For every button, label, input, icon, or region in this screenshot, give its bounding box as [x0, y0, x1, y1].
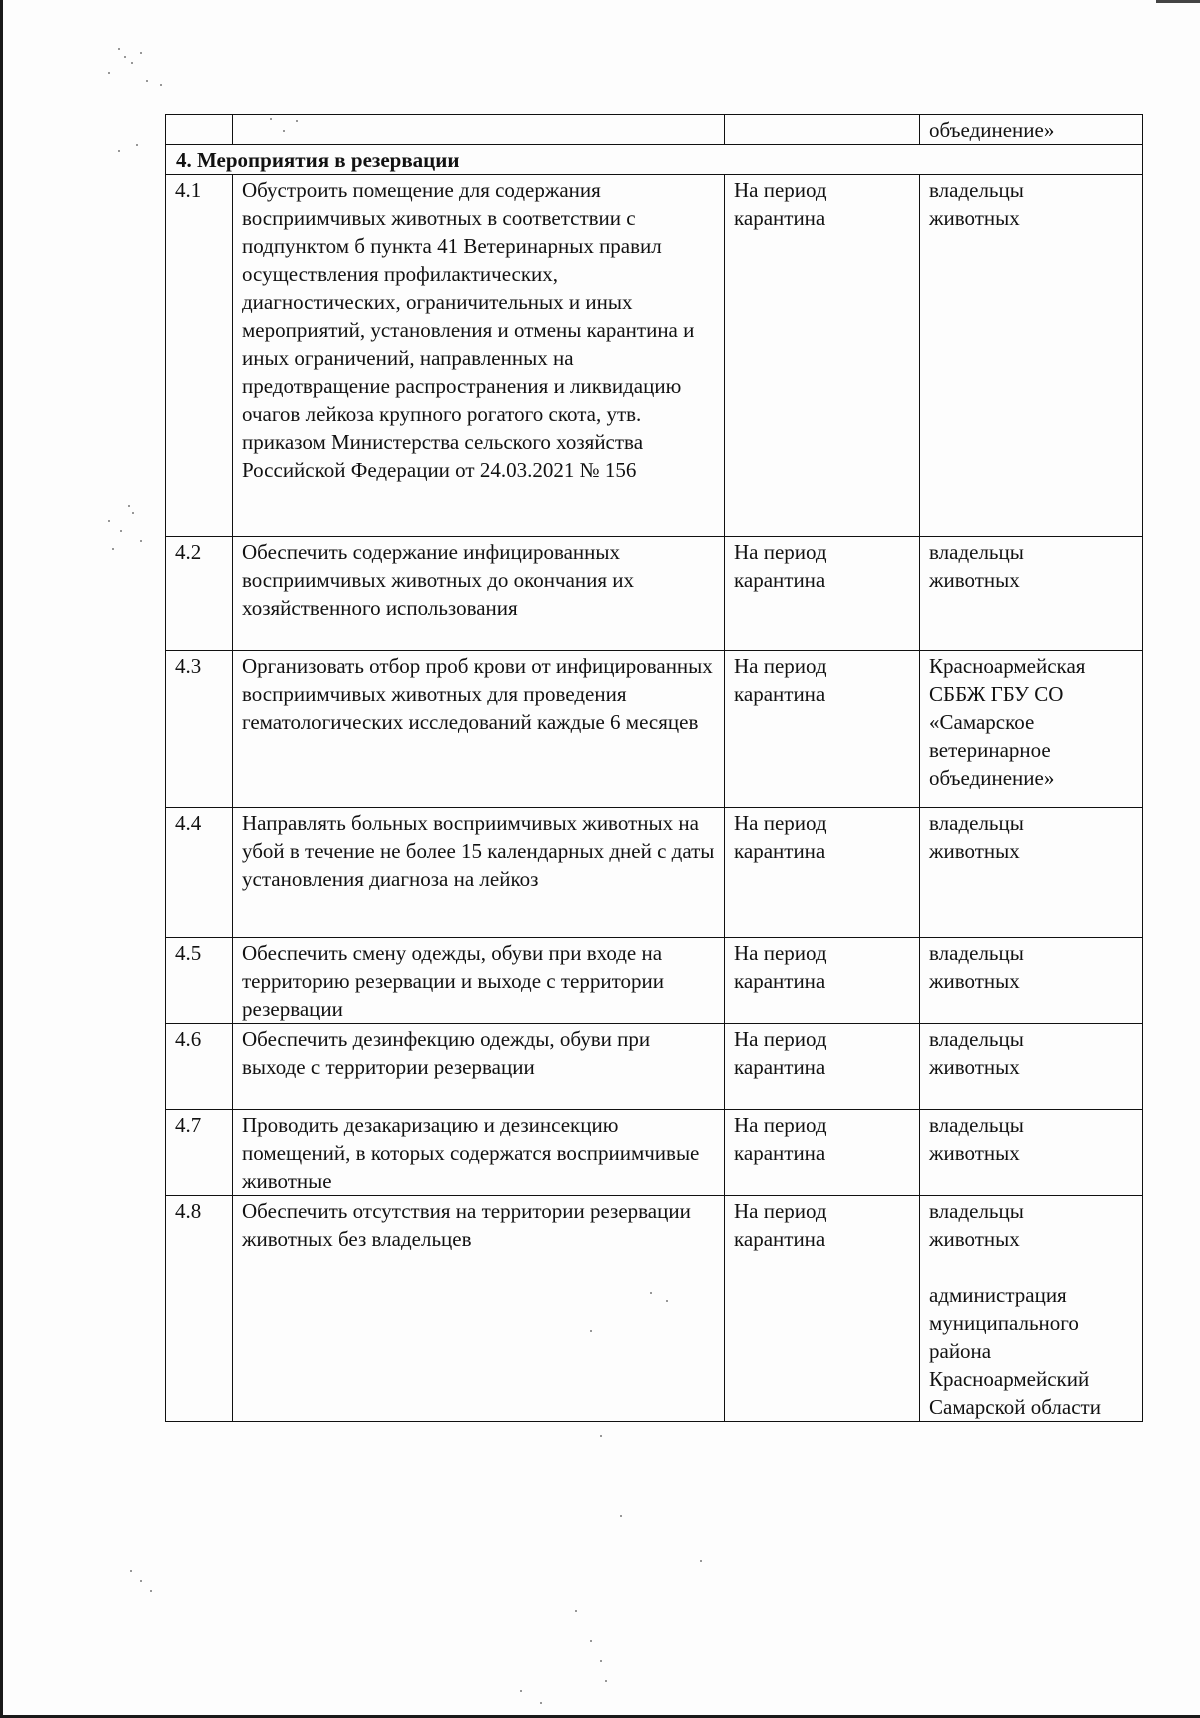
scan-speck — [600, 1435, 602, 1437]
table-row-continuation — [166, 115, 1143, 145]
cell-measure: Проводить дезакаризацию и дезинсекцию помещений, в которых содержатся восприимчивые животные — [233, 1110, 725, 1196]
scan-speck — [160, 84, 162, 86]
scan-speck — [124, 56, 126, 58]
cell-term: На период карантина — [725, 1110, 920, 1196]
cell-measure: Организовать отбор проб крови от инфицированных восприимчивых животных для проведения гематологических исследований каждые 6 месяцев — [233, 651, 725, 808]
scan-speck — [140, 52, 142, 54]
cell-responsible — [920, 938, 1143, 1024]
scan-speck — [540, 1702, 542, 1704]
cell-measure: Обустроить помещение для содержания восприимчивых животных в соответствии с подпунктом б пункта 41 Ветеринарных правил осуществления профилактических, диагностических, ограничительных и иных мероприятий, установления и отмены карантина и иных ограничений, направленных на предотвращение распространения и ликвидацию очагов лейкоза крупного рогатого скота, утв. приказом Министерства сельского хозяйства Российской Федерации от 24.03.2021 № 156 — [233, 175, 725, 537]
responsible-line: животных — [929, 568, 1020, 592]
responsible-line: Красноармейский — [929, 1367, 1090, 1391]
responsible-line: владельцы — [929, 1027, 1024, 1051]
responsible-line: Самарской области — [929, 1395, 1101, 1419]
cell-term: На период карантина — [725, 1024, 920, 1110]
cell-measure: Обеспечить отсутствия на территории резервации животных без владельцев — [233, 1196, 725, 1422]
scan-left-edge — [0, 0, 3, 1718]
cell-measure: Обеспечить дезинфекцию одежды, обуви при выходе с территории резервации — [233, 1024, 725, 1110]
scan-speck — [600, 1660, 602, 1662]
responsible-line: животных — [929, 969, 1020, 993]
scan-speck — [620, 1515, 622, 1517]
responsible-line: администрация — [929, 1283, 1067, 1307]
scan-top-edge — [1156, 0, 1200, 3]
cell-term — [725, 115, 920, 145]
responsible-line: животных — [929, 1141, 1020, 1165]
section-header-row — [166, 145, 1143, 175]
responsible-line: владельцы — [929, 1113, 1024, 1137]
cell-number: 4.3 — [166, 651, 233, 808]
scan-speck — [590, 1640, 592, 1642]
cell-responsible — [920, 651, 1143, 808]
table-row — [166, 808, 1143, 938]
scan-speck — [140, 1580, 142, 1582]
table-row — [166, 651, 1143, 808]
cell-measure: Обеспечить содержание инфицированных восприимчивых животных до окончания их хозяйственного использования — [233, 537, 725, 651]
responsible-line: объединение» — [929, 766, 1055, 790]
cell-term: На период карантина — [725, 938, 920, 1024]
scan-speck — [128, 505, 130, 507]
responsible-line: животных — [929, 839, 1020, 863]
table-row — [166, 1110, 1143, 1196]
responsible-line: владельцы — [929, 178, 1024, 202]
cell-measure — [233, 115, 725, 145]
cell-responsible: объединение» — [920, 115, 1143, 145]
cell-measure: Направлять больных восприимчивых животных на убой в течение не более 15 календарных дней с даты установления диагноза на лейкоз — [233, 808, 725, 938]
scan-speck — [120, 530, 122, 532]
table-row — [166, 1196, 1143, 1422]
cell-responsible — [920, 1024, 1143, 1110]
cell-term: На период карантина — [725, 175, 920, 537]
table-row — [166, 537, 1143, 651]
cell-term: На период карантина — [725, 1196, 920, 1422]
scan-speck — [150, 1590, 152, 1592]
responsible-line: СББЖ ГБУ СО — [929, 682, 1064, 706]
scan-speck — [131, 62, 133, 64]
responsible-line: Красноармейская — [929, 654, 1086, 678]
scan-speck — [575, 1610, 577, 1612]
responsible-line: владельцы — [929, 941, 1024, 965]
scan-speck — [136, 144, 138, 146]
responsible-line: животных — [929, 1055, 1020, 1079]
responsible-line: животных — [929, 1227, 1020, 1251]
cell-number: 4.5 — [166, 938, 233, 1024]
cell-number: 4.4 — [166, 808, 233, 938]
scan-speck — [140, 540, 142, 542]
scan-speck — [118, 150, 120, 152]
scan-speck — [112, 548, 114, 550]
cell-responsible — [920, 1110, 1143, 1196]
section-title: 4. Мероприятия в резервации — [166, 145, 1143, 175]
cell-number: 4.2 — [166, 537, 233, 651]
responsible-line: владельцы — [929, 1199, 1024, 1223]
scan-speck — [520, 1690, 522, 1692]
responsible-gap — [929, 1253, 1134, 1281]
cell-number: 4.6 — [166, 1024, 233, 1110]
cell-responsible — [920, 175, 1143, 537]
cell-number: 4.1 — [166, 175, 233, 537]
scan-speck — [118, 48, 120, 50]
cell-responsible — [920, 1196, 1143, 1422]
cell-number — [166, 115, 233, 145]
table-row — [166, 175, 1143, 537]
scan-speck — [130, 1570, 132, 1572]
scan-speck — [132, 512, 134, 514]
responsible-line: владельцы — [929, 811, 1024, 835]
responsible-line: владельцы — [929, 540, 1024, 564]
cell-number: 4.8 — [166, 1196, 233, 1422]
cell-responsible — [920, 808, 1143, 938]
scan-speck — [108, 72, 110, 74]
scan-speck — [108, 520, 110, 522]
cell-responsible — [920, 537, 1143, 651]
measures-table — [165, 114, 1143, 1422]
table-row — [166, 938, 1143, 1024]
responsible-line: животных — [929, 206, 1020, 230]
responsible-line: района — [929, 1339, 992, 1363]
scan-speck — [700, 1560, 702, 1562]
cell-term: На период карантина — [725, 537, 920, 651]
responsible-line: муниципального — [929, 1311, 1079, 1335]
responsible-line: «Самарское — [929, 710, 1035, 734]
scan-speck — [605, 1680, 607, 1682]
cell-term: На период карантина — [725, 651, 920, 808]
table-row — [166, 1024, 1143, 1110]
scan-speck — [146, 80, 148, 82]
responsible-line: ветеринарное — [929, 738, 1051, 762]
cell-measure: Обеспечить смену одежды, обуви при входе на территорию резервации и выходе с территории резервации — [233, 938, 725, 1024]
cell-term: На период карантина — [725, 808, 920, 938]
cell-number: 4.7 — [166, 1110, 233, 1196]
